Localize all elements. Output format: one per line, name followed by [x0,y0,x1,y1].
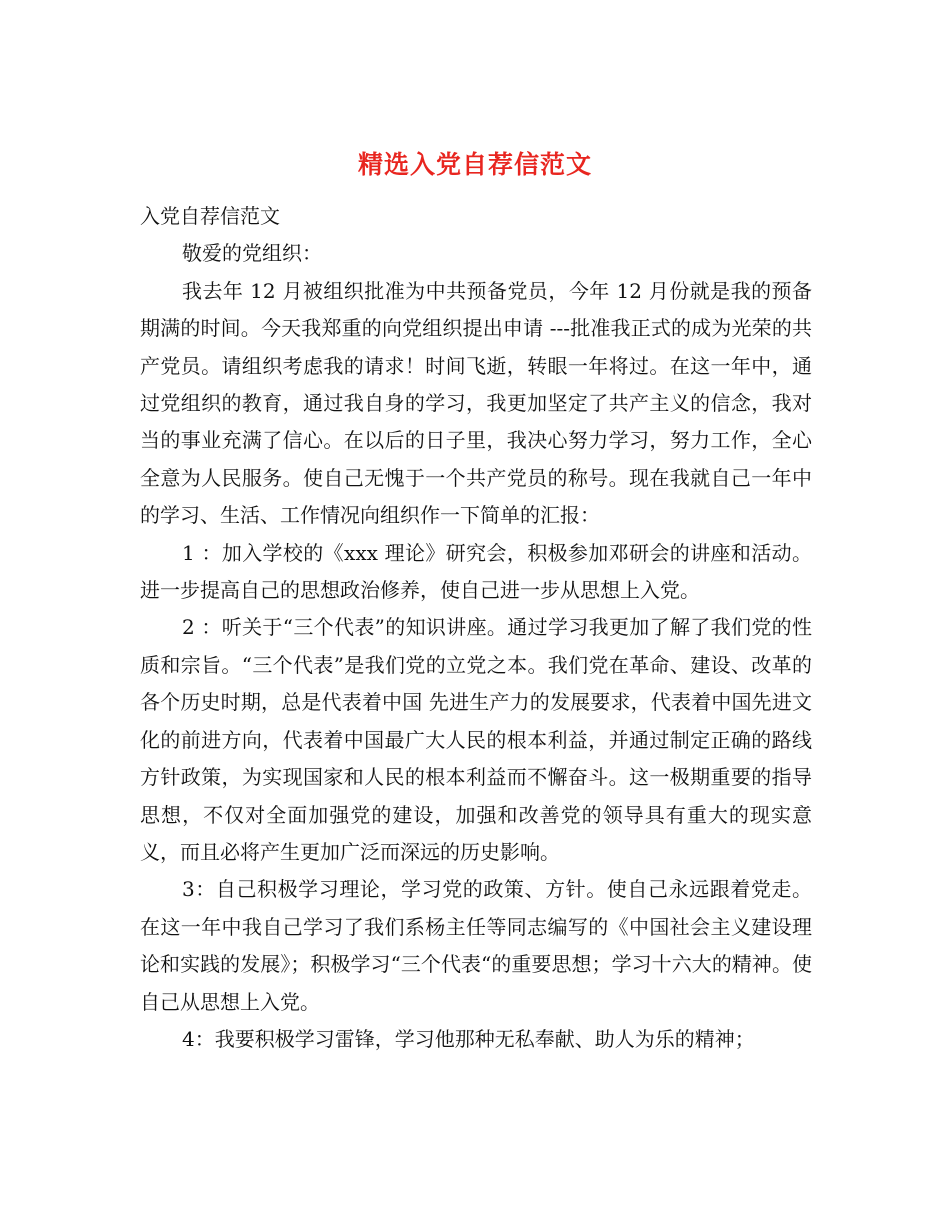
paragraph-item-2: 2 ：听关于“三个代表”的知识讲座。通过学习我更加了解了我们党的性质和宗旨。“三个代表”是我们党的立党之本。我们党在革命、建设、改革的各个历史时期，总是代表着中国 先进生产力的发展要求，代表着中国先进文化的前进方向，代表着中国最广大人民的根本利益，并通过制定正确的路线方针政策，为实现国家和人民的根本利益而不懈奋斗。这一极期重要的指导思想，不仅对全面加强党的建设，加强和改善党的领导具有重大的现实意义，而且必将产生更加广泛而深远的历史影响。 [140,615,812,864]
salutation: 敬爱的党组织： [182,241,322,266]
document-subtitle: 入党自荐信范文 [140,204,280,228]
document-title: 精选入党自荐信范文 [357,149,592,179]
document-body [140,198,812,1058]
paragraph-item-3: 3：自己积极学习理论，学习党的政策、方针。使自己永远跟着党走。在这一年中我自己学习了我们系杨主任等同志编写的《中国社会主义建设理论和实践的发展》；积极学习“三个代表“的重要思想；学习十六大的精神。使自己从思想上入党。 [140,877,812,1014]
paragraph-item-4: 4：我要积极学习雷锋，学习他那种无私奉献、助人为乐的精神； [182,1026,755,1051]
paragraph-item-1: 1 ：加入学校的《xxx 理论》研究会，积极参加邓研会的讲座和活动。进一步提高自己的思想政治修养，使自己进一步从思想上入党。 [140,540,812,603]
paragraph-intro: 我去年 12 月被组织批准为中共预备党员，今年 12 月份就是我的预备期满的时间。今天我郑重的向党组织提出申请 ---批准我正式的成为光荣的共产党员。请组织考虑我的请求！时间飞逝，转眼一年将过。在这一年中，通过党组织的教育，通过我自身的学习，我更加坚定了共产主义的信念，我对当的事业充满了信心。在以后的日子里，我决心努力学习，努力工作，全心全意为人民服务。使自己无愧于一个共产党员的称号。现在我就自己一年中的学习、生活、工作情况向组织作一下简单的汇报： [140,278,812,528]
